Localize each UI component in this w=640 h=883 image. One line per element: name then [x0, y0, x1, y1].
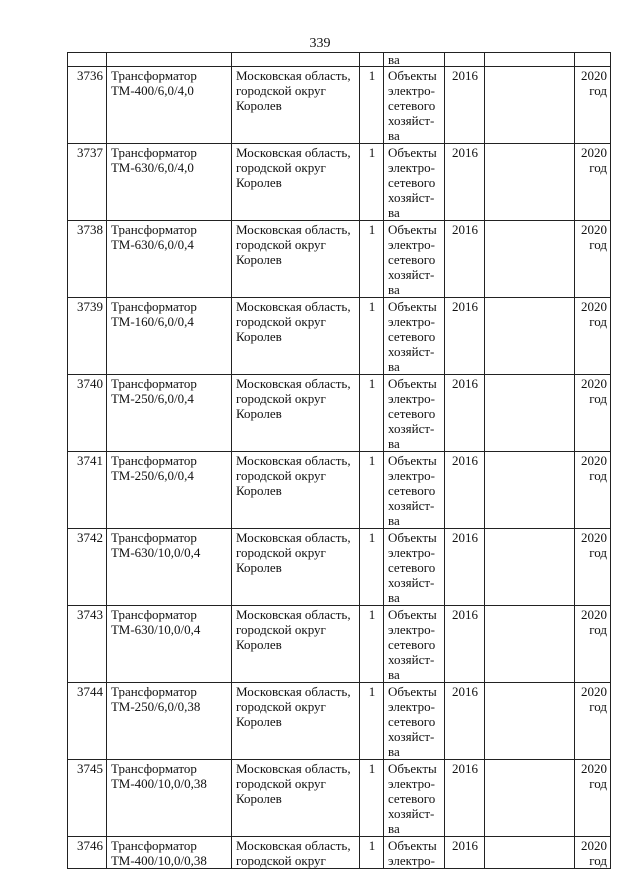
asset-extra [485, 221, 575, 298]
continuation-row [68, 53, 611, 67]
asset-until: 2020 год [575, 837, 611, 869]
asset-quantity: 1 [360, 683, 384, 760]
asset-quantity: 1 [360, 221, 384, 298]
asset-location: Московская область, городской округ Королев [232, 298, 360, 375]
asset-year: 2016 [445, 683, 485, 760]
asset-until: 2020 год [575, 606, 611, 683]
asset-until: 2020 год [575, 144, 611, 221]
row-number: 3744 [68, 683, 107, 760]
asset-category: Объекты электро- сетевого хозяйст- ва [384, 144, 445, 221]
row-number: 3737 [68, 144, 107, 221]
category-tail: ва [384, 53, 445, 67]
asset-until: 2020 год [575, 298, 611, 375]
asset-extra [485, 67, 575, 144]
table-row [68, 221, 611, 298]
asset-until: 2020 год [575, 529, 611, 606]
asset-extra [485, 837, 575, 869]
table-row [68, 144, 611, 221]
asset-name: Трансформатор ТМ-250/6,0/0,4 [107, 452, 232, 529]
asset-extra [485, 683, 575, 760]
asset-year: 2016 [445, 375, 485, 452]
asset-name: Трансформатор ТМ-400/10,0/0,38 [107, 760, 232, 837]
asset-until: 2020 год [575, 452, 611, 529]
asset-year: 2016 [445, 221, 485, 298]
row-number: 3740 [68, 375, 107, 452]
asset-name: Трансформатор ТМ-630/10,0/0,4 [107, 606, 232, 683]
asset-location: Московская область, городской округ Королев [232, 452, 360, 529]
asset-quantity: 1 [360, 375, 384, 452]
asset-extra [485, 298, 575, 375]
table-row [68, 452, 611, 529]
asset-year: 2016 [445, 606, 485, 683]
asset-location: Московская область, городской округ Королев [232, 67, 360, 144]
asset-year: 2016 [445, 144, 485, 221]
asset-register-table [67, 52, 611, 869]
asset-category: Объекты электро- сетевого хозяйст- ва [384, 298, 445, 375]
asset-location: Московская область, городской округ Королев [232, 221, 360, 298]
table-row [68, 837, 611, 869]
asset-quantity: 1 [360, 452, 384, 529]
row-number: 3736 [68, 67, 107, 144]
row-number: 3738 [68, 221, 107, 298]
asset-extra [485, 452, 575, 529]
asset-extra [485, 375, 575, 452]
asset-category: Объекты электро- сетевого хозяйст- ва [384, 67, 445, 144]
asset-year: 2016 [445, 529, 485, 606]
table-row [68, 375, 611, 452]
asset-name: Трансформатор ТМ-250/6,0/0,38 [107, 683, 232, 760]
row-number: 3746 [68, 837, 107, 869]
asset-category: Объекты электро- сетевого хозяйст- ва [384, 452, 445, 529]
asset-quantity: 1 [360, 606, 384, 683]
asset-name: Трансформатор ТМ-630/10,0/0,4 [107, 529, 232, 606]
table-row [68, 606, 611, 683]
asset-quantity: 1 [360, 760, 384, 837]
asset-year: 2016 [445, 452, 485, 529]
asset-category: Объекты электро- [384, 837, 445, 869]
asset-quantity: 1 [360, 298, 384, 375]
asset-name: Трансформатор ТМ-250/6,0/0,4 [107, 375, 232, 452]
asset-extra [485, 144, 575, 221]
asset-until: 2020 год [575, 67, 611, 144]
asset-until: 2020 год [575, 221, 611, 298]
asset-location: Московская область, городской округ Королев [232, 683, 360, 760]
asset-name: Трансформатор ТМ-630/6,0/4,0 [107, 144, 232, 221]
asset-name: Трансформатор ТМ-160/6,0/0,4 [107, 298, 232, 375]
asset-location: Московская область, городской округ [232, 837, 360, 869]
asset-until: 2020 год [575, 683, 611, 760]
asset-extra [485, 606, 575, 683]
asset-quantity: 1 [360, 837, 384, 869]
asset-extra [485, 760, 575, 837]
page-number: 339 [309, 36, 331, 51]
asset-location: Московская область, городской округ Королев [232, 760, 360, 837]
table-row [68, 298, 611, 375]
asset-quantity: 1 [360, 67, 384, 144]
row-number: 3741 [68, 452, 107, 529]
asset-location: Московская область, городской округ Королев [232, 606, 360, 683]
asset-category: Объекты электро- сетевого хозяйст- ва [384, 375, 445, 452]
asset-extra [485, 529, 575, 606]
asset-year: 2016 [445, 760, 485, 837]
row-number: 3742 [68, 529, 107, 606]
row-number: 3739 [68, 298, 107, 375]
asset-location: Московская область, городской округ Королев [232, 529, 360, 606]
table-body [68, 53, 611, 869]
asset-name: Трансформатор ТМ-630/6,0/0,4 [107, 221, 232, 298]
asset-quantity: 1 [360, 529, 384, 606]
asset-category: Объекты электро- сетевого хозяйст- ва [384, 529, 445, 606]
row-number: 3743 [68, 606, 107, 683]
asset-year: 2016 [445, 837, 485, 869]
asset-location: Московская область, городской округ Королев [232, 144, 360, 221]
asset-name: Трансформатор ТМ-400/6,0/4,0 [107, 67, 232, 144]
asset-year: 2016 [445, 298, 485, 375]
table-row [68, 760, 611, 837]
table-row [68, 529, 611, 606]
asset-until: 2020 год [575, 760, 611, 837]
row-number: 3745 [68, 760, 107, 837]
table-row [68, 67, 611, 144]
table-row [68, 683, 611, 760]
asset-category: Объекты электро- сетевого хозяйст- ва [384, 606, 445, 683]
asset-category: Объекты электро- сетевого хозяйст- ва [384, 683, 445, 760]
asset-year: 2016 [445, 67, 485, 144]
asset-location: Московская область, городской округ Королев [232, 375, 360, 452]
asset-category: Объекты электро- сетевого хозяйст- ва [384, 221, 445, 298]
asset-until: 2020 год [575, 375, 611, 452]
asset-category: Объекты электро- сетевого хозяйст- ва [384, 760, 445, 837]
asset-quantity: 1 [360, 144, 384, 221]
asset-name: Трансформатор ТМ-400/10,0/0,38 [107, 837, 232, 869]
